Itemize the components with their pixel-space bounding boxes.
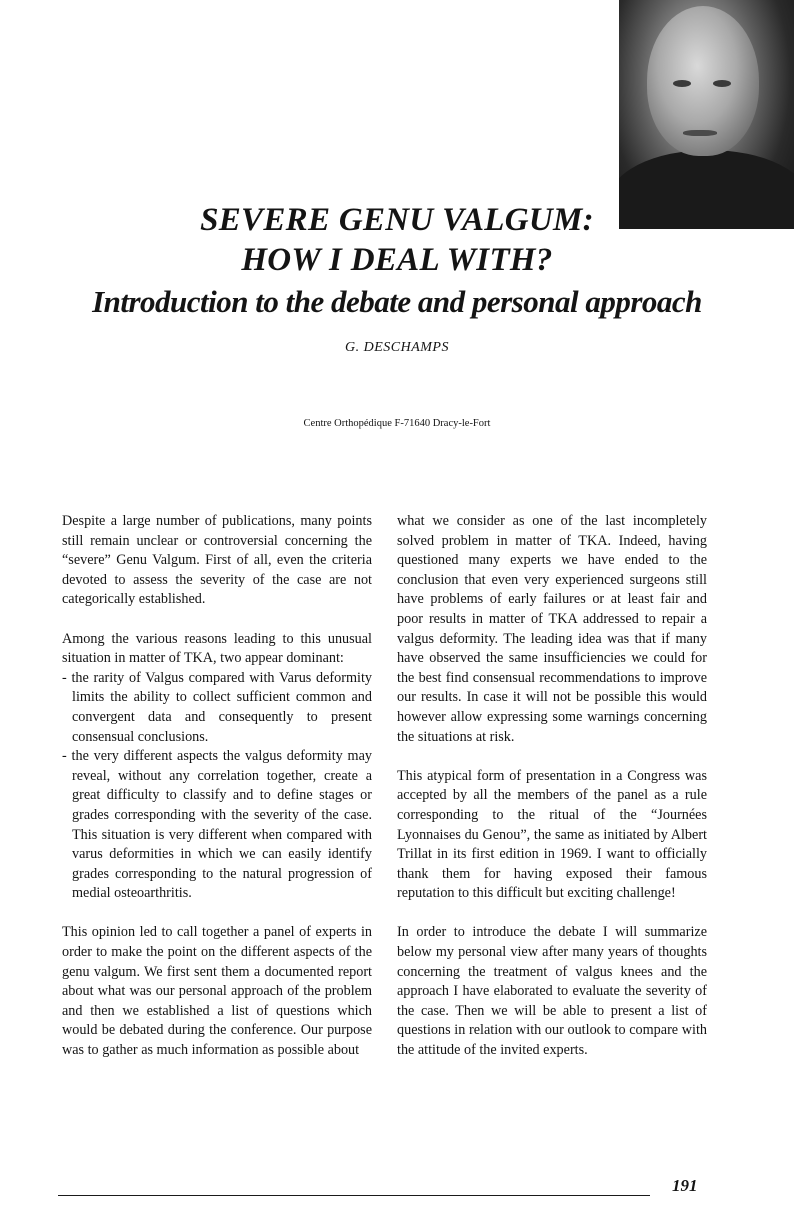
left-column [62,512,372,1080]
article-subtitle: Introduction to the debate and personal approach [92,284,702,319]
page-number: 191 [672,1176,698,1195]
author-name: G. DESCHAMPS [345,340,449,355]
paragraph: This opinion led to call together a panel of experts in order to make the point on the different aspects of the genu valgum. We first sent them a documented report about what was our personal approach of the problem and then we established a list of questions which would be debated during the conference. Our purpose was to gather as much information as possible about [62,924,372,1059]
paragraph: Among the various reasons leading to this unusual situation in matter of TKA, two appear dominant: [62,630,372,667]
list-item: - the rarity of Valgus compared with Varus deformity limits the ability to collect sufficient common and convergent data and consequently to present consensual conclusions. [62,669,372,745]
title-line-1: SEVERE GENU VALGUM: [200,202,594,238]
paragraph: what we consider as one of the last incompletely solved problem in matter of TKA. Indeed, having questioned many experts we have ended to the conclusion that even very experienced surgeons still have problems of early failures or at least fair and poor results in matter of TKA addressed to repair a valgus deformity. The leading idea was that if many have observed the same insufficiencies we could for the best find consensual recommendations to improve our results. In case it will not be possible this would however allow expressing some warnings concerning the situations at risk. [397,513,707,745]
paragraph: This atypical form of presentation in a Congress was accepted by all the members of the panel as a rule corresponding to the ritual of the “Journées Lyonnaises du Genou”, the same as initiated by Albert Trillat in its first edition in 1969. I want to officially thank them for having exposed their famous reputation to this difficult but exciting challenge! [397,767,707,902]
author-photo [619,0,794,229]
paragraph: In order to introduce the debate I will summarize below my personal view after many years of thoughts concerning the treatment of valgus knees and the approach I have elaborated to evaluate the severity of the case. Then we will be able to present a list of questions in relation with our outlook to compare with the attitude of the invited experts. [397,924,707,1059]
article-title [0,200,794,324]
title-line-2: HOW I DEAL WITH? [241,242,553,278]
author-affiliation: Centre Orthopédique F-71640 Dracy-le-Fort [303,418,491,429]
photo-mouth [683,130,717,136]
photo-eye-right [713,80,731,87]
footer-rule [58,1195,650,1196]
photo-head [647,6,759,156]
paragraph: Despite a large number of publications, many points still remain unclear or controversial concerning the “severe” Genu Valgum. First of all, even the criteria devoted to assess the severity of the case are not categorically established. [62,513,372,608]
list-item: - the very different aspects the valgus deformity may reveal, without any correlation together, create a great difficulty to classify and to define stages or grades corresponding with the severity of the case. This situation is very different when compared with varus deformities in which we can easily identify grades corresponding to the natural progression of medial osteoarthritis. [62,748,372,902]
bullet-list [62,669,372,904]
photo-eye-left [673,80,691,87]
right-column [397,512,707,1080]
